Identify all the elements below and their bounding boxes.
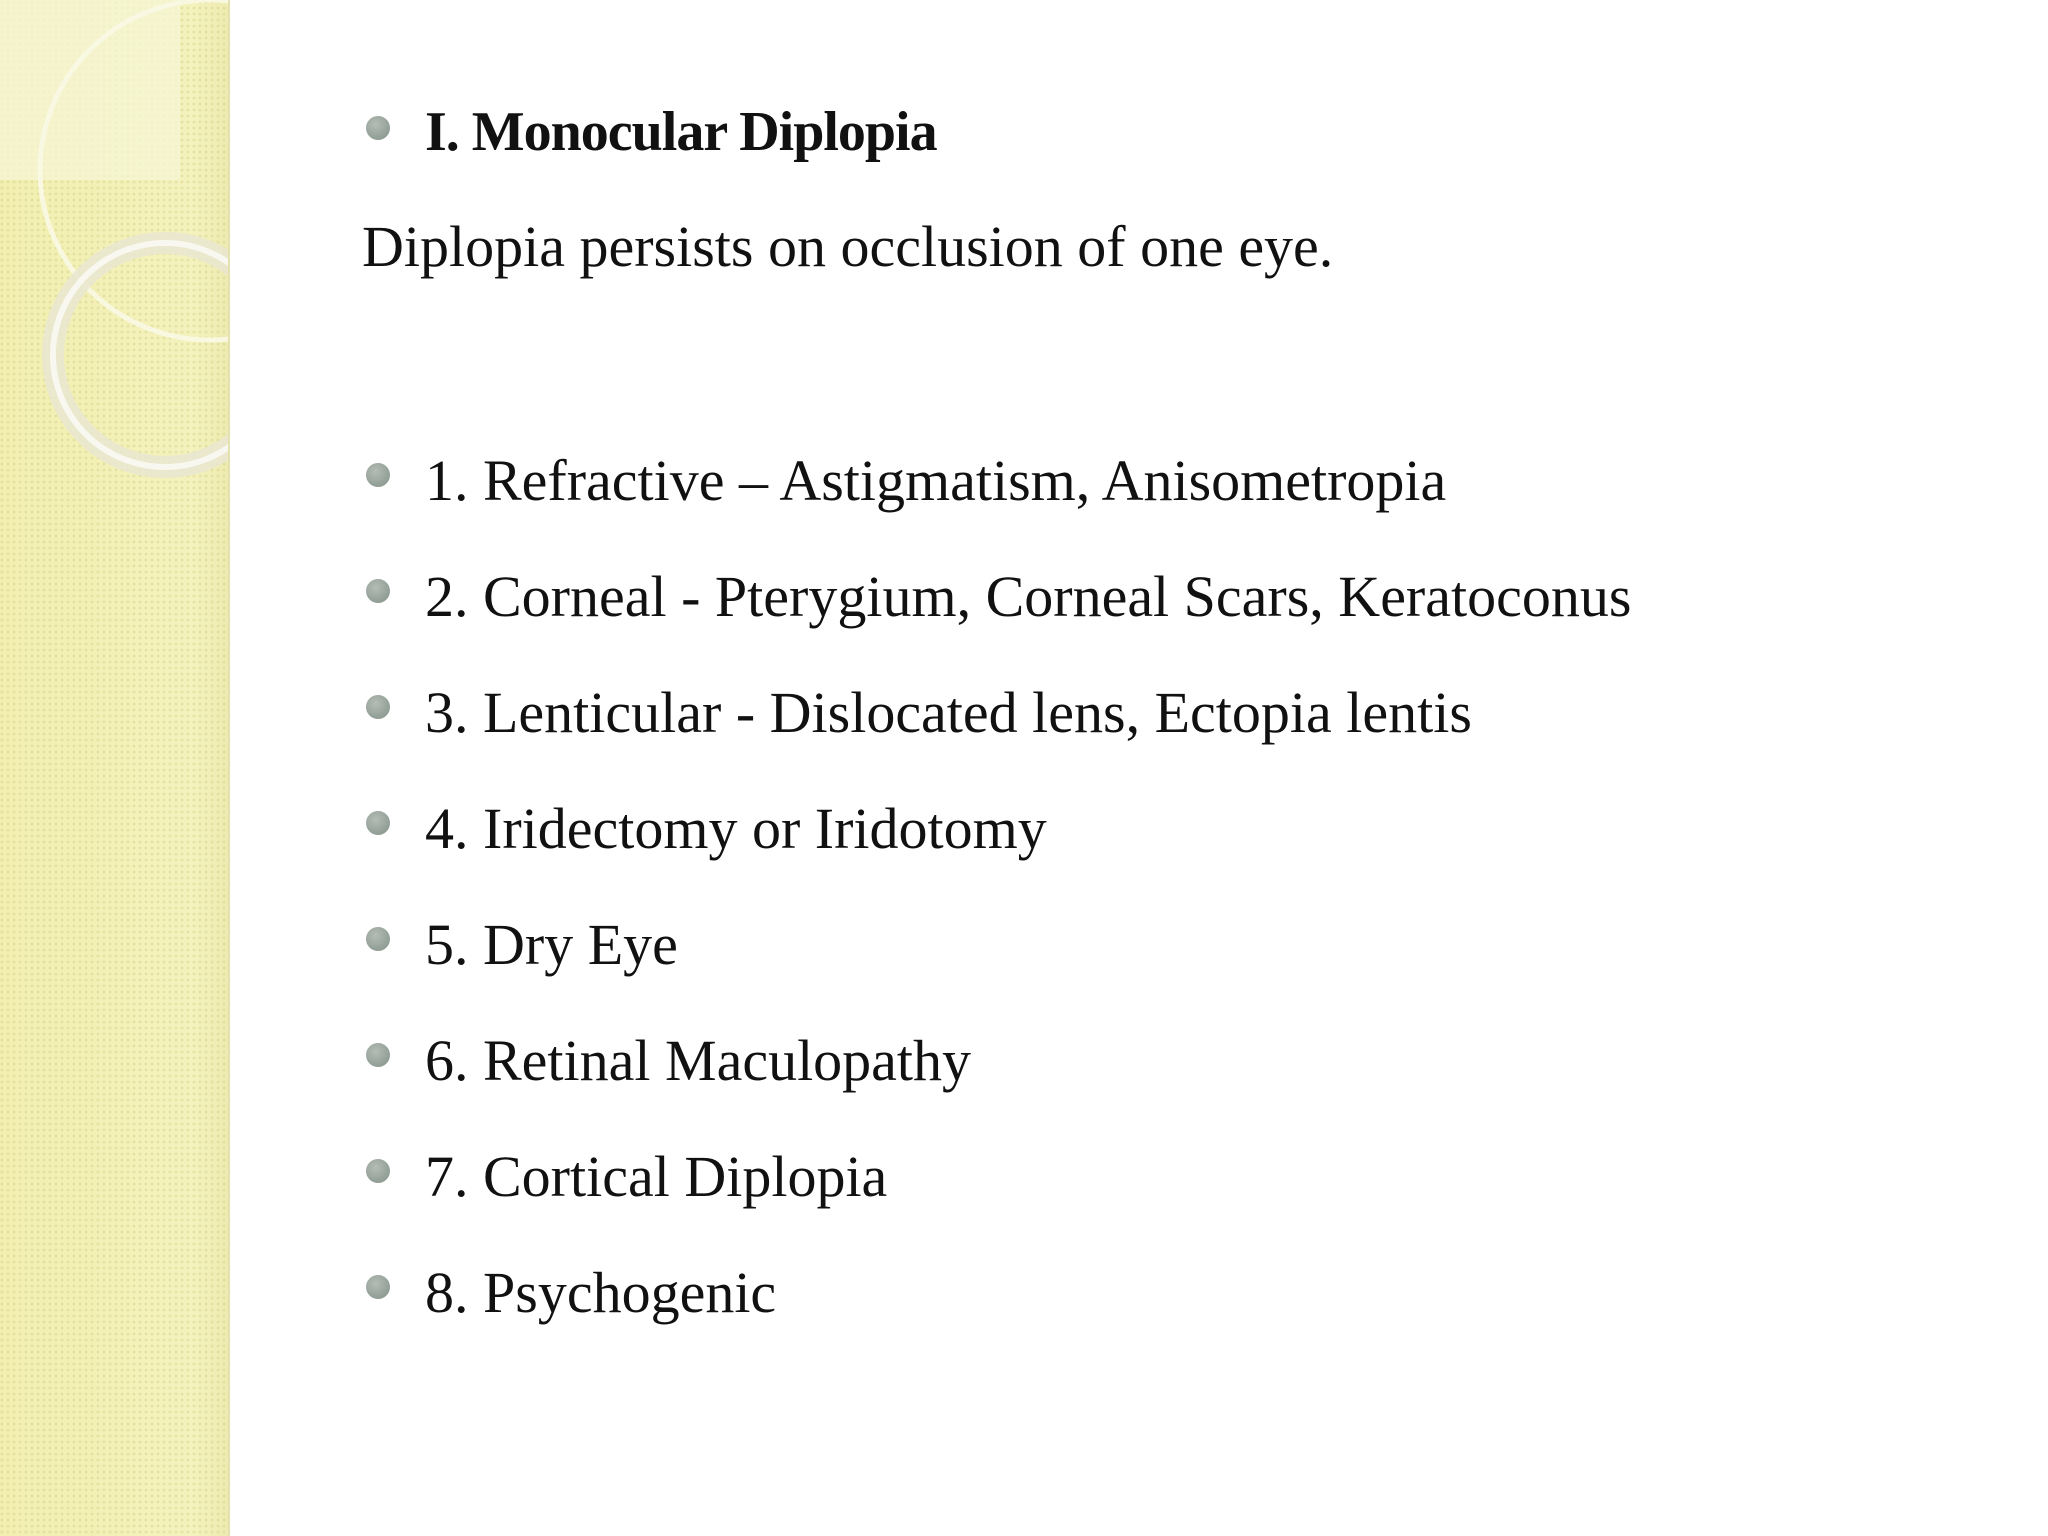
list-item: 7. Cortical Diplopia [425,1144,888,1209]
bullet-icon [366,1043,390,1067]
bullet-icon [366,695,390,719]
list-item: 2. Corneal - Pterygium, Corneal Scars, Keratoconus [425,564,1632,629]
list-item: 6. Retinal Maculopathy [425,1028,972,1093]
bullet-icon [366,579,390,603]
slide-heading: I. Monocular Diplopia [425,101,937,163]
list-item: 5. Dry Eye [425,912,678,977]
bullet-icon [366,927,390,951]
bullet-icon [366,811,390,835]
bullet-icon [366,1159,390,1183]
bullet-icon [366,116,390,140]
decorative-rings [0,0,228,520]
rings-graphic [0,0,228,520]
intro-text: Diplopia persists on occlusion of one eye. [362,214,1334,279]
list-item: 8. Psychogenic [425,1260,777,1325]
list-item: 4. Iridectomy or Iridotomy [425,796,1047,861]
list-item: 3. Lenticular - Dislocated lens, Ectopia lentis [425,680,1472,745]
bullet-icon [366,1275,390,1299]
list-item: 1. Refractive – Astigmatism, Anisometropia [425,448,1447,513]
bullet-icon [366,463,390,487]
